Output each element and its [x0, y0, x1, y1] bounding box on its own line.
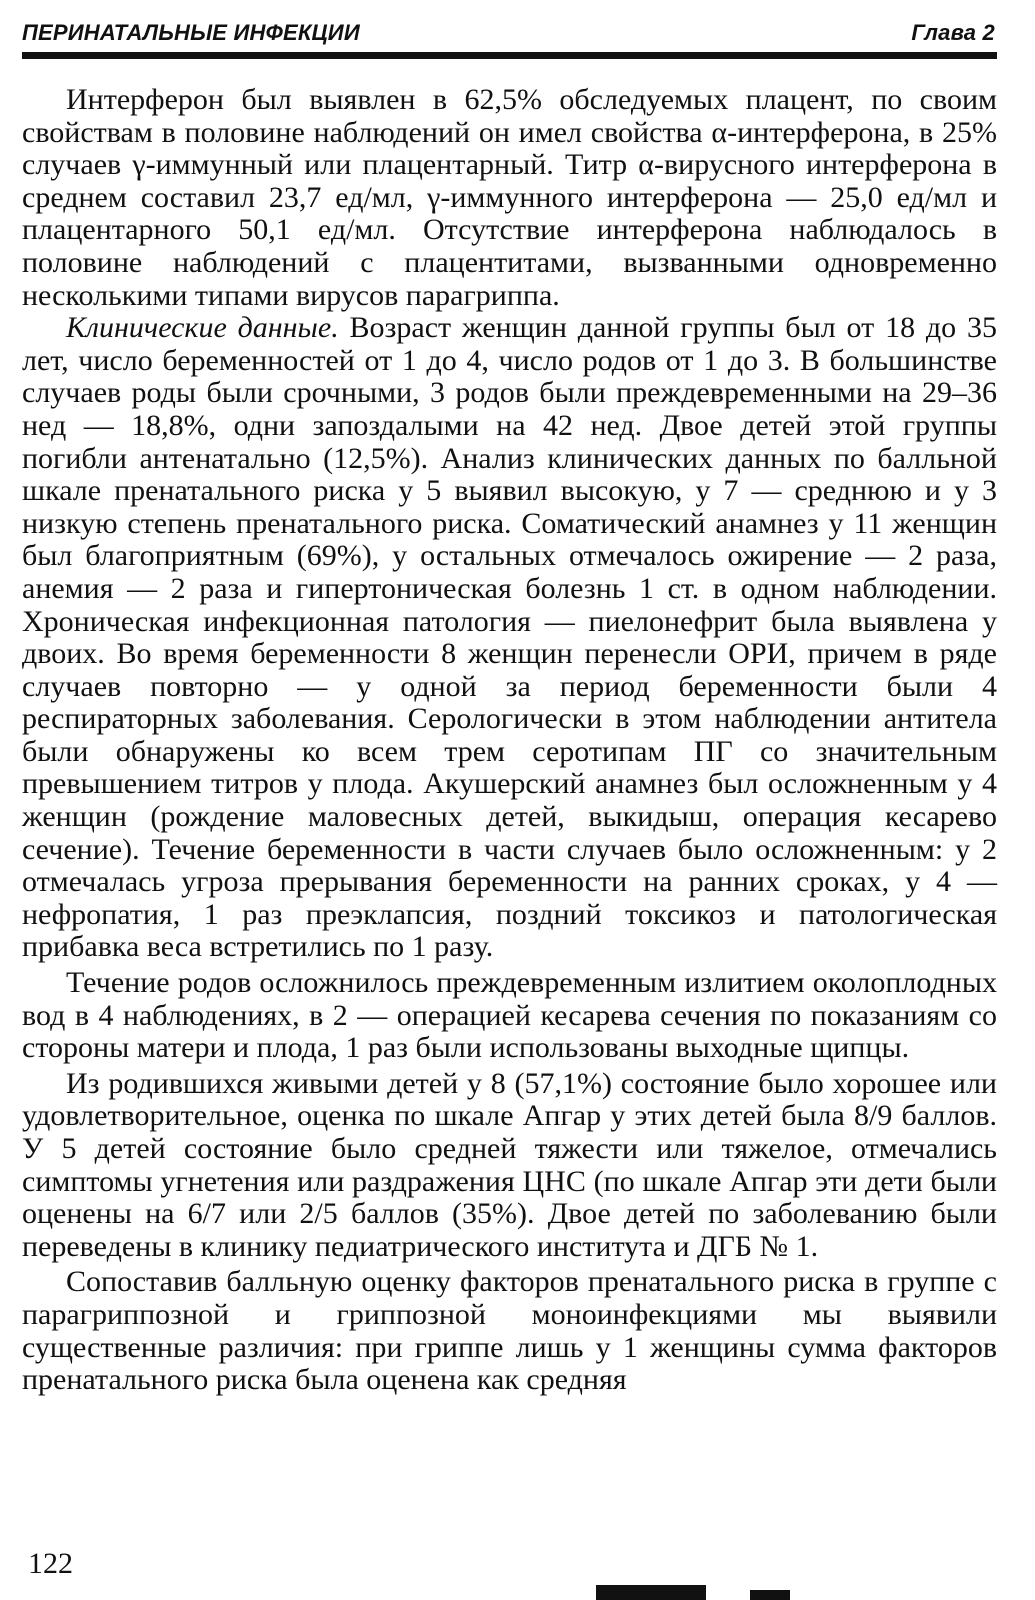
paragraph-text: Возраст женщин данной группы был от 18 до 35 лет, число беременностей от 1 до 4, число родов от 1 до 3. В большинстве случаев роды были срочными, 3 родов были преждевременными на 29–36 нед — 18,8%, одни запоздалыми на 42 нед. Двое детей этой группы погибли антенатально (12,5%). Анализ клинических данных по балльной шкале пренатального риска у 5 выявил высокую, у 7 — среднюю и у 3 низкую степень пренатального риска. Соматический анамнез у 11 женщин был благоприятным (69%), у остальных отмечалось ожирение — 2 раза, анемия — 2 раза и гипертоническая болезнь 1 ст. в одном наблюдении. Хроническая инфекционная патология — пиелонефрит была выявлена у двоих. Во время беременности 8 женщин перенесли ОРИ, причем в ряде случаев повторно — у одной за период беременности были 4 респираторных заболевания. Серологически в этом наблюдении антитела были обнаружены ко всем трем серотипам ПГ со значительным превышением титров у плода. Акушерский анамнез был осложненным у 4 женщин (рождение маловесных детей, выкидыш, операция кесарево сечение). Течение беременности в части случаев было осложненным: у 2 отмечалась угроза прерывания беременности на ранних сроках, у 4 — нефропатия, 1 раз преэклапсия, поздний токсикоз и патологическая прибавка веса встретились по 1 разу. [22, 311, 998, 964]
paragraph-text: Течение родов осложнилось преждевременным излитием околоплодных вод в 4 наблюдениях, в 2 — операцией кесарева сечения по показаниям со стороны матери и плода, 1 раз были использованы выходные щипцы. [22, 966, 997, 1065]
run-in-heading: Клинические данные. [66, 311, 339, 345]
bottom-edge-mark [596, 1585, 706, 1600]
running-title: ПЕРИНАТАЛЬНЫЕ ИНФЕКЦИИ [22, 20, 360, 45]
paragraph-clinical-data [22, 312, 997, 964]
paragraph-text: Из родившихся живыми детей у 8 (57,1%) состояние было хорошее или удовлетворительное, оценка по шкале Апгар у этих детей была 8/9 баллов. У 5 детей состояние было средней тяжести или тяжелое, отмечались симптомы угнетения или раздражения ЦНС (по шкале Апгар эти дети были оценены на 6/7 или 2/5 баллов (35%). Двое детей по заболеванию были переведены в клинику педиатрического института и ДГБ № 1. [22, 1066, 997, 1263]
paragraph-labor-course [22, 967, 997, 1065]
bottom-edge-mark [750, 1590, 790, 1600]
paragraph-text: Сопоставив балльную оценку факторов пренатального риска в группе с парагриппозной и гриппозной моноинфекциями мы выявили существенные различия: при гриппе лишь у 1 женщины сумма факторов пренатального риска была оценена как средняя [22, 1265, 997, 1397]
running-header [22, 18, 995, 48]
paragraph-interferon [22, 84, 997, 312]
paragraph-risk-comparison [22, 1266, 997, 1396]
chapter-label: Глава 2 [911, 20, 995, 45]
paragraph-text: Интерферон был выявлен в 62,5% обследуемых плацент, по своим свойствам в половине наблюдений он имел свойства α-интерферона, в 25% случаев γ-иммунный или плацентарный. Титр α-вирусного интерферона в среднем составил 23,7 ед/мл, γ-иммунного интерферона — 25,0 ед/мл и плацентарного 50,1 ед/мл. Отсутствие интерферона наблюдалось в половине наблюдений с плацентитами, вызванными одновременно несколькими типами вирусов парагриппа. [22, 83, 997, 312]
page-number: 122 [28, 1547, 73, 1580]
body-text [22, 84, 997, 1397]
header-rule [22, 52, 997, 59]
paragraph-newborn-state [22, 1068, 997, 1264]
